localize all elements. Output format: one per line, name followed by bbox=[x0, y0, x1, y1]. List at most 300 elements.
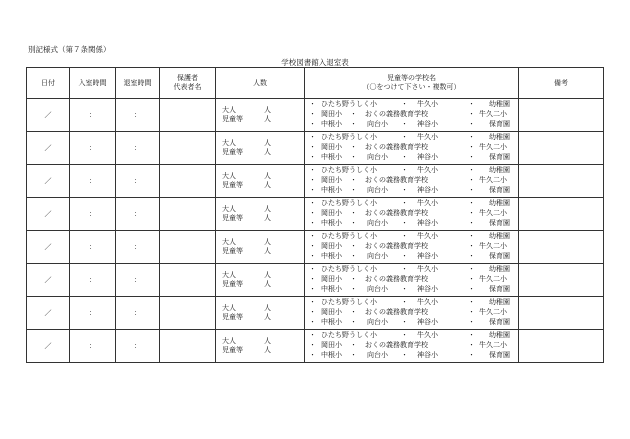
header-notes: 備考 bbox=[519, 68, 604, 99]
bullet: ・ bbox=[401, 252, 408, 260]
school-option-mukaidai[interactable]: 向台小 bbox=[367, 285, 388, 293]
notes-cell[interactable] bbox=[519, 132, 604, 165]
bullet: ・ bbox=[309, 265, 316, 273]
notes-cell[interactable] bbox=[519, 264, 604, 297]
bullet: ・ bbox=[468, 351, 475, 359]
bullet: ・ bbox=[309, 110, 316, 118]
bullet: ・ bbox=[309, 318, 316, 326]
notes-cell[interactable] bbox=[519, 198, 604, 231]
school-option-nakane[interactable]: 中根小 bbox=[321, 351, 342, 359]
adult-count bbox=[222, 139, 304, 148]
school-option-ushiku[interactable]: 牛久小 bbox=[417, 166, 438, 174]
school-option-ushiku-ni[interactable]: 牛久二小 bbox=[479, 209, 507, 217]
school-option-kindergarten[interactable]: 幼稚園 bbox=[489, 298, 510, 306]
school-option-ushiku-ni[interactable]: 牛久二小 bbox=[479, 143, 507, 151]
date-separator: ／ bbox=[44, 176, 52, 185]
people-count-cell[interactable] bbox=[216, 165, 305, 198]
school-line-3 bbox=[305, 219, 518, 229]
bullet: ・ bbox=[309, 186, 316, 194]
table-row bbox=[27, 264, 604, 297]
child-unit: 人 bbox=[264, 115, 271, 123]
school-option-okada[interactable]: 岡田小 bbox=[321, 176, 342, 184]
header-date: 日付 bbox=[27, 68, 70, 99]
bullet: ・ bbox=[401, 298, 408, 306]
exit-time-cell[interactable] bbox=[116, 132, 160, 165]
school-option-kindergarten[interactable]: 幼稚園 bbox=[489, 166, 510, 174]
bullet: ・ bbox=[350, 186, 357, 194]
people-count-cell[interactable] bbox=[216, 132, 305, 165]
school-option-hitachino[interactable]: ひたち野うしく小 bbox=[321, 199, 377, 207]
enter-time-cell[interactable] bbox=[70, 297, 116, 330]
school-line-2 bbox=[305, 143, 518, 153]
enter-time-separator: ： bbox=[89, 341, 96, 350]
school-choice-cell[interactable] bbox=[305, 165, 519, 198]
people-count-cell[interactable] bbox=[216, 231, 305, 264]
bullet: ・ bbox=[401, 153, 408, 161]
school-line-1 bbox=[305, 265, 518, 275]
school-option-okuno[interactable]: おくの義務教育学校 bbox=[365, 209, 428, 217]
enter-time-cell[interactable] bbox=[70, 330, 116, 363]
adult-label: 大人 bbox=[222, 238, 236, 246]
bullet: ・ bbox=[401, 285, 408, 293]
guardian-name-cell[interactable] bbox=[160, 264, 216, 297]
bullet: ・ bbox=[468, 308, 475, 316]
school-line-1 bbox=[305, 199, 518, 209]
bullet: ・ bbox=[468, 252, 475, 260]
bullet: ・ bbox=[468, 209, 475, 217]
enter-time-separator: ： bbox=[89, 242, 96, 251]
bullet: ・ bbox=[350, 209, 357, 217]
enter-time-separator: ： bbox=[89, 143, 96, 152]
school-option-nursery[interactable]: 保育園 bbox=[489, 153, 510, 161]
bullet: ・ bbox=[468, 120, 475, 128]
school-line-2 bbox=[305, 209, 518, 219]
enter-time-cell[interactable] bbox=[70, 198, 116, 231]
child-unit: 人 bbox=[264, 214, 271, 222]
exit-time-separator: ： bbox=[134, 275, 141, 284]
bullet: ・ bbox=[401, 100, 408, 108]
header-school-line1: 児童等の学校名 bbox=[387, 74, 436, 82]
school-option-ushiku[interactable]: 牛久小 bbox=[417, 331, 438, 339]
school-option-ushiku[interactable]: 牛久小 bbox=[417, 298, 438, 306]
school-choice-cell[interactable] bbox=[305, 330, 519, 363]
bullet: ・ bbox=[309, 153, 316, 161]
child-unit: 人 bbox=[264, 181, 271, 189]
table-row bbox=[27, 165, 604, 198]
adult-label: 大人 bbox=[222, 205, 236, 213]
exit-time-cell[interactable] bbox=[116, 264, 160, 297]
school-line-3 bbox=[305, 351, 518, 361]
bullet: ・ bbox=[350, 318, 357, 326]
bullet: ・ bbox=[468, 298, 475, 306]
school-line-2 bbox=[305, 110, 518, 120]
bullet: ・ bbox=[468, 219, 475, 227]
exit-time-cell[interactable] bbox=[116, 231, 160, 264]
school-option-nursery[interactable]: 保育園 bbox=[489, 120, 510, 128]
school-option-okada[interactable]: 岡田小 bbox=[321, 110, 342, 118]
school-line-1 bbox=[305, 166, 518, 176]
child-count bbox=[222, 115, 304, 124]
school-option-okada[interactable]: 岡田小 bbox=[321, 143, 342, 151]
exit-time-cell[interactable] bbox=[116, 330, 160, 363]
bullet: ・ bbox=[468, 331, 475, 339]
adult-count bbox=[222, 271, 304, 280]
school-line-1 bbox=[305, 232, 518, 242]
bullet: ・ bbox=[309, 199, 316, 207]
bullet: ・ bbox=[309, 252, 316, 260]
adult-count bbox=[222, 172, 304, 181]
people-count-cell[interactable] bbox=[216, 198, 305, 231]
header-guardian-line2: 代表者名 bbox=[173, 83, 202, 91]
adult-unit: 人 bbox=[264, 205, 271, 213]
bullet: ・ bbox=[401, 199, 408, 207]
bullet: ・ bbox=[309, 133, 316, 141]
exit-time-separator: ： bbox=[134, 110, 141, 119]
school-line-3 bbox=[305, 120, 518, 130]
table-row bbox=[27, 99, 604, 132]
enter-time-separator: ： bbox=[89, 110, 96, 119]
school-option-kamiya[interactable]: 神谷小 bbox=[417, 120, 438, 128]
exit-time-separator: ： bbox=[134, 209, 141, 218]
school-option-ushiku-ni[interactable]: 牛久二小 bbox=[479, 308, 507, 316]
school-choice-cell[interactable] bbox=[305, 99, 519, 132]
table-row bbox=[27, 231, 604, 264]
bullet: ・ bbox=[468, 153, 475, 161]
bullet: ・ bbox=[401, 186, 408, 194]
bullet: ・ bbox=[350, 143, 357, 151]
school-option-kindergarten[interactable]: 幼稚園 bbox=[489, 232, 510, 240]
bullet: ・ bbox=[350, 252, 357, 260]
adult-unit: 人 bbox=[264, 139, 271, 147]
entry-exit-table bbox=[26, 67, 604, 363]
school-choice-cell[interactable] bbox=[305, 132, 519, 165]
school-option-okada[interactable]: 岡田小 bbox=[321, 209, 342, 217]
school-option-ushiku-ni[interactable]: 牛久二小 bbox=[479, 341, 507, 349]
bullet: ・ bbox=[309, 143, 316, 151]
enter-time-cell[interactable] bbox=[70, 231, 116, 264]
header-guardian-line1: 保護者 bbox=[177, 74, 198, 82]
school-option-okada[interactable]: 岡田小 bbox=[321, 341, 342, 349]
child-unit: 人 bbox=[264, 313, 271, 321]
school-option-nursery[interactable]: 保育園 bbox=[489, 318, 510, 326]
notes-cell[interactable] bbox=[519, 330, 604, 363]
exit-time-separator: ： bbox=[134, 176, 141, 185]
school-option-ushiku-ni[interactable]: 牛久二小 bbox=[479, 242, 507, 250]
school-line-1 bbox=[305, 100, 518, 110]
school-option-okuno[interactable]: おくの義務教育学校 bbox=[365, 308, 428, 316]
bullet: ・ bbox=[468, 275, 475, 283]
adult-count bbox=[222, 106, 304, 115]
school-option-mukaidai[interactable]: 向台小 bbox=[367, 252, 388, 260]
guardian-name-cell[interactable] bbox=[160, 99, 216, 132]
enter-time-cell[interactable] bbox=[70, 264, 116, 297]
header-guardian bbox=[160, 68, 216, 99]
school-option-kindergarten[interactable]: 幼稚園 bbox=[489, 100, 510, 108]
school-choice-cell[interactable] bbox=[305, 297, 519, 330]
school-option-kamiya[interactable]: 神谷小 bbox=[417, 318, 438, 326]
bullet: ・ bbox=[309, 166, 316, 174]
enter-time-cell[interactable] bbox=[70, 99, 116, 132]
bullet: ・ bbox=[401, 232, 408, 240]
school-option-nakane[interactable]: 中根小 bbox=[321, 252, 342, 260]
school-option-kindergarten[interactable]: 幼稚園 bbox=[489, 265, 510, 273]
form-reference: 別記様式（第７条関係） bbox=[28, 45, 111, 54]
school-choice-cell[interactable] bbox=[305, 264, 519, 297]
bullet: ・ bbox=[350, 176, 357, 184]
bullet: ・ bbox=[401, 318, 408, 326]
bullet: ・ bbox=[309, 308, 316, 316]
date-cell[interactable] bbox=[27, 99, 70, 132]
school-option-ushiku[interactable]: 牛久小 bbox=[417, 265, 438, 273]
school-option-mukaidai[interactable]: 向台小 bbox=[367, 318, 388, 326]
bullet: ・ bbox=[468, 110, 475, 118]
bullet: ・ bbox=[309, 351, 316, 359]
header-exit-time: 退室時間 bbox=[116, 68, 160, 99]
school-option-nursery[interactable]: 保育園 bbox=[489, 186, 510, 194]
school-option-kindergarten[interactable]: 幼稚園 bbox=[489, 331, 510, 339]
school-option-kamiya[interactable]: 神谷小 bbox=[417, 351, 438, 359]
school-option-hitachino[interactable]: ひたち野うしく小 bbox=[321, 100, 377, 108]
bullet: ・ bbox=[309, 219, 316, 227]
date-cell[interactable] bbox=[27, 132, 70, 165]
child-label: 児童等 bbox=[222, 346, 243, 354]
adult-label: 大人 bbox=[222, 304, 236, 312]
child-label: 児童等 bbox=[222, 247, 243, 255]
enter-time-separator: ： bbox=[89, 308, 96, 317]
date-cell[interactable] bbox=[27, 297, 70, 330]
school-option-hitachino[interactable]: ひたち野うしく小 bbox=[321, 298, 377, 306]
school-line-2 bbox=[305, 176, 518, 186]
school-option-mukaidai[interactable]: 向台小 bbox=[367, 219, 388, 227]
guardian-name-cell[interactable] bbox=[160, 198, 216, 231]
bullet: ・ bbox=[468, 186, 475, 194]
school-option-kindergarten[interactable]: 幼稚園 bbox=[489, 199, 510, 207]
school-option-kamiya[interactable]: 神谷小 bbox=[417, 252, 438, 260]
school-option-mukaidai[interactable]: 向台小 bbox=[367, 120, 388, 128]
child-unit: 人 bbox=[264, 148, 271, 156]
school-option-ushiku-ni[interactable]: 牛久二小 bbox=[479, 176, 507, 184]
bullet: ・ bbox=[468, 199, 475, 207]
bullet: ・ bbox=[401, 120, 408, 128]
enter-time-cell[interactable] bbox=[70, 132, 116, 165]
bullet: ・ bbox=[309, 285, 316, 293]
school-option-mukaidai[interactable]: 向台小 bbox=[367, 351, 388, 359]
bullet: ・ bbox=[309, 176, 316, 184]
school-option-kindergarten[interactable]: 幼稚園 bbox=[489, 133, 510, 141]
adult-unit: 人 bbox=[264, 304, 271, 312]
school-option-nursery[interactable]: 保育園 bbox=[489, 351, 510, 359]
school-option-okuno[interactable]: おくの義務教育学校 bbox=[365, 275, 428, 283]
bullet: ・ bbox=[468, 166, 475, 174]
adult-label: 大人 bbox=[222, 337, 236, 345]
school-option-hitachino[interactable]: ひたち野うしく小 bbox=[321, 133, 377, 141]
table-row bbox=[27, 132, 604, 165]
child-count bbox=[222, 181, 304, 190]
date-cell[interactable] bbox=[27, 198, 70, 231]
school-choice-cell[interactable] bbox=[305, 231, 519, 264]
adult-count bbox=[222, 238, 304, 247]
school-option-hitachino[interactable]: ひたち野うしく小 bbox=[321, 232, 377, 240]
bullet: ・ bbox=[468, 318, 475, 326]
guardian-name-cell[interactable] bbox=[160, 231, 216, 264]
child-unit: 人 bbox=[264, 247, 271, 255]
date-separator: ／ bbox=[44, 341, 52, 350]
school-option-nakane[interactable]: 中根小 bbox=[321, 120, 342, 128]
school-option-mukaidai[interactable]: 向台小 bbox=[367, 186, 388, 194]
bullet: ・ bbox=[401, 133, 408, 141]
people-count-cell[interactable] bbox=[216, 264, 305, 297]
exit-time-separator: ： bbox=[134, 143, 141, 152]
school-option-nakane[interactable]: 中根小 bbox=[321, 318, 342, 326]
bullet: ・ bbox=[350, 351, 357, 359]
date-cell[interactable] bbox=[27, 231, 70, 264]
bullet: ・ bbox=[309, 209, 316, 217]
table-row bbox=[27, 330, 604, 363]
child-count bbox=[222, 247, 304, 256]
school-option-nakane[interactable]: 中根小 bbox=[321, 186, 342, 194]
school-option-okuno[interactable]: おくの義務教育学校 bbox=[365, 242, 428, 250]
guardian-name-cell[interactable] bbox=[160, 297, 216, 330]
school-line-3 bbox=[305, 252, 518, 262]
school-line-2 bbox=[305, 275, 518, 285]
header-enter-time: 入室時間 bbox=[70, 68, 116, 99]
school-option-nursery[interactable]: 保育園 bbox=[489, 252, 510, 260]
adult-count bbox=[222, 304, 304, 313]
school-option-okada[interactable]: 岡田小 bbox=[321, 308, 342, 316]
school-choice-cell[interactable] bbox=[305, 198, 519, 231]
date-separator: ／ bbox=[44, 275, 52, 284]
notes-cell[interactable] bbox=[519, 99, 604, 132]
school-option-ushiku[interactable]: 牛久小 bbox=[417, 199, 438, 207]
guardian-name-cell[interactable] bbox=[160, 165, 216, 198]
date-cell[interactable] bbox=[27, 330, 70, 363]
table-row bbox=[27, 198, 604, 231]
exit-time-separator: ： bbox=[134, 341, 141, 350]
school-option-hitachino[interactable]: ひたち野うしく小 bbox=[321, 166, 377, 174]
exit-time-cell[interactable] bbox=[116, 165, 160, 198]
child-label: 児童等 bbox=[222, 280, 243, 288]
bullet: ・ bbox=[401, 351, 408, 359]
adult-unit: 人 bbox=[264, 106, 271, 114]
child-count bbox=[222, 280, 304, 289]
child-label: 児童等 bbox=[222, 214, 243, 222]
school-option-okuno[interactable]: おくの義務教育学校 bbox=[365, 341, 428, 349]
school-option-okada[interactable]: 岡田小 bbox=[321, 275, 342, 283]
school-line-3 bbox=[305, 318, 518, 328]
school-line-1 bbox=[305, 133, 518, 143]
exit-time-cell[interactable] bbox=[116, 99, 160, 132]
bullet: ・ bbox=[401, 265, 408, 273]
school-option-nakane[interactable]: 中根小 bbox=[321, 153, 342, 161]
child-count bbox=[222, 148, 304, 157]
guardian-name-cell[interactable] bbox=[160, 330, 216, 363]
child-label: 児童等 bbox=[222, 115, 243, 123]
bullet: ・ bbox=[401, 166, 408, 174]
school-option-okuno[interactable]: おくの義務教育学校 bbox=[365, 110, 428, 118]
header-school-line2: （〇をつけて下さい・複数可） bbox=[362, 83, 461, 91]
school-option-hitachino[interactable]: ひたち野うしく小 bbox=[321, 265, 377, 273]
school-line-2 bbox=[305, 242, 518, 252]
adult-count bbox=[222, 205, 304, 214]
notes-cell[interactable] bbox=[519, 297, 604, 330]
date-separator: ／ bbox=[44, 209, 52, 218]
adult-unit: 人 bbox=[264, 238, 271, 246]
exit-time-cell[interactable] bbox=[116, 198, 160, 231]
school-line-2 bbox=[305, 341, 518, 351]
adult-label: 大人 bbox=[222, 172, 236, 180]
bullet: ・ bbox=[468, 341, 475, 349]
adult-unit: 人 bbox=[264, 337, 271, 345]
people-count-cell[interactable] bbox=[216, 99, 305, 132]
notes-cell[interactable] bbox=[519, 165, 604, 198]
school-option-ushiku[interactable]: 牛久小 bbox=[417, 232, 438, 240]
bullet: ・ bbox=[468, 242, 475, 250]
child-label: 児童等 bbox=[222, 181, 243, 189]
bullet: ・ bbox=[468, 285, 475, 293]
school-option-kamiya[interactable]: 神谷小 bbox=[417, 186, 438, 194]
bullet: ・ bbox=[468, 133, 475, 141]
school-option-kamiya[interactable]: 神谷小 bbox=[417, 285, 438, 293]
date-separator: ／ bbox=[44, 308, 52, 317]
bullet: ・ bbox=[468, 143, 475, 151]
child-unit: 人 bbox=[264, 280, 271, 288]
child-count bbox=[222, 346, 304, 355]
date-cell[interactable] bbox=[27, 165, 70, 198]
school-option-nursery[interactable]: 保育園 bbox=[489, 285, 510, 293]
exit-time-separator: ： bbox=[134, 242, 141, 251]
header-row bbox=[27, 68, 604, 99]
date-cell[interactable] bbox=[27, 264, 70, 297]
enter-time-separator: ： bbox=[89, 275, 96, 284]
bullet: ・ bbox=[401, 219, 408, 227]
date-separator: ／ bbox=[44, 110, 52, 119]
bullet: ・ bbox=[309, 275, 316, 283]
guardian-name-cell[interactable] bbox=[160, 132, 216, 165]
school-option-kamiya[interactable]: 神谷小 bbox=[417, 219, 438, 227]
bullet: ・ bbox=[309, 341, 316, 349]
school-option-mukaidai[interactable]: 向台小 bbox=[367, 153, 388, 161]
school-line-3 bbox=[305, 186, 518, 196]
bullet: ・ bbox=[468, 100, 475, 108]
school-option-hitachino[interactable]: ひたち野うしく小 bbox=[321, 331, 377, 339]
school-option-okada[interactable]: 岡田小 bbox=[321, 242, 342, 250]
school-option-ushiku[interactable]: 牛久小 bbox=[417, 100, 438, 108]
enter-time-cell[interactable] bbox=[70, 165, 116, 198]
school-option-ushiku-ni[interactable]: 牛久二小 bbox=[479, 275, 507, 283]
bullet: ・ bbox=[468, 232, 475, 240]
school-line-2 bbox=[305, 308, 518, 318]
school-option-ushiku[interactable]: 牛久小 bbox=[417, 133, 438, 141]
school-option-kamiya[interactable]: 神谷小 bbox=[417, 153, 438, 161]
enter-time-separator: ： bbox=[89, 176, 96, 185]
school-option-ushiku-ni[interactable]: 牛久二小 bbox=[479, 110, 507, 118]
school-option-nakane[interactable]: 中根小 bbox=[321, 219, 342, 227]
school-option-okuno[interactable]: おくの義務教育学校 bbox=[365, 176, 428, 184]
exit-time-cell[interactable] bbox=[116, 297, 160, 330]
table-row bbox=[27, 297, 604, 330]
adult-label: 大人 bbox=[222, 139, 236, 147]
school-option-okuno[interactable]: おくの義務教育学校 bbox=[365, 143, 428, 151]
date-separator: ／ bbox=[44, 242, 52, 251]
header-school bbox=[305, 68, 519, 99]
child-label: 児童等 bbox=[222, 148, 243, 156]
people-count-cell[interactable] bbox=[216, 330, 305, 363]
school-option-nakane[interactable]: 中根小 bbox=[321, 285, 342, 293]
school-option-nursery[interactable]: 保育園 bbox=[489, 219, 510, 227]
people-count-cell[interactable] bbox=[216, 297, 305, 330]
notes-cell[interactable] bbox=[519, 231, 604, 264]
exit-time-separator: ： bbox=[134, 308, 141, 317]
